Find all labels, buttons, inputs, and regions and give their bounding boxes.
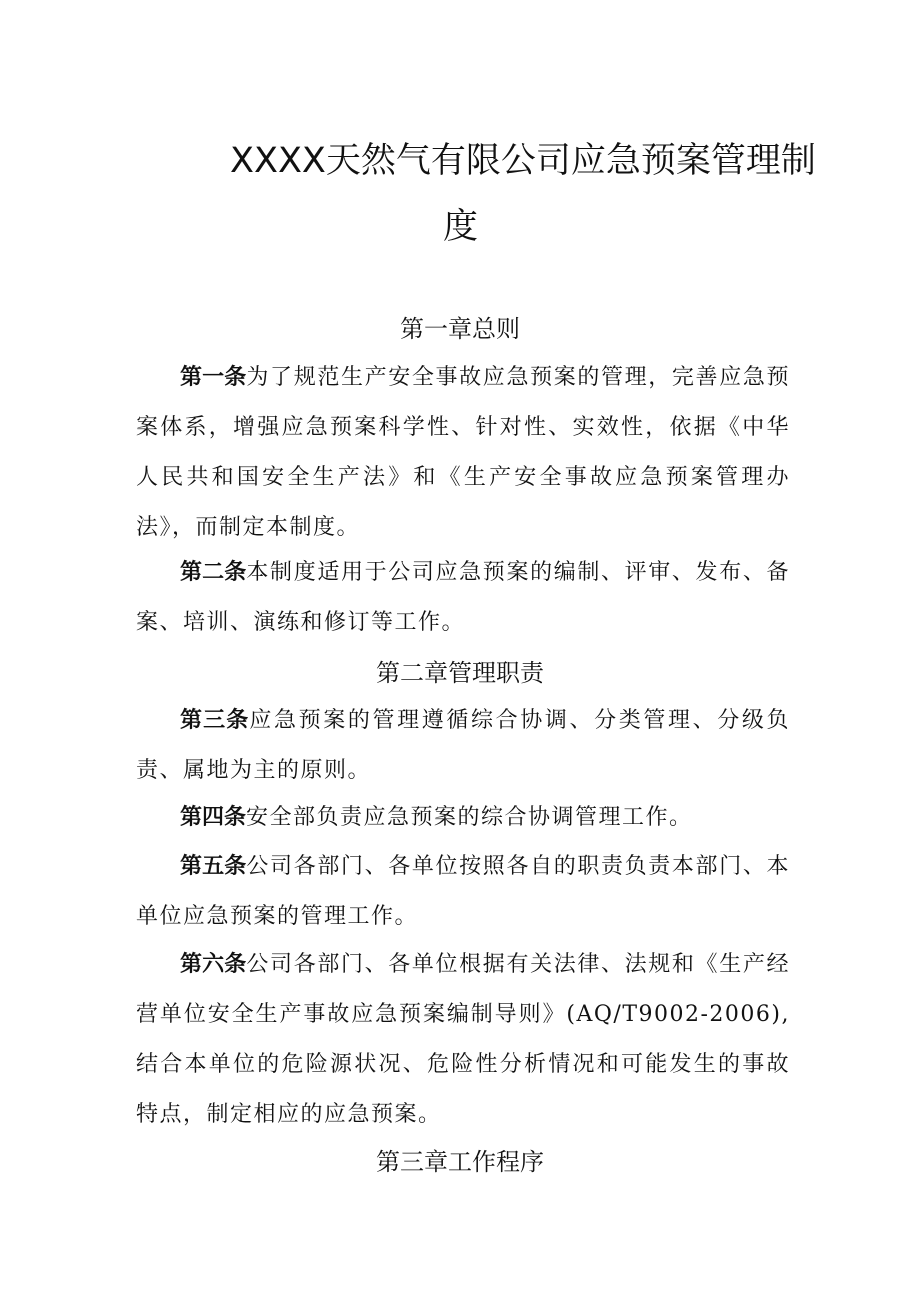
article-label: 第六条 <box>180 952 247 977</box>
chapter-heading-2: 第二章管理职责 <box>376 659 544 687</box>
document-title-continuation: 度 <box>443 207 479 247</box>
article-paragraph <box>136 940 790 1140</box>
article-label: 第一条 <box>180 365 247 390</box>
chapter-heading-3: 第三章工作程序 <box>376 1148 544 1176</box>
article-text: 公司各部门、各单位根据有关法律、法规和《生产经营单位安全生产事故应急预案编制导则》(AQ/T9002-2006),结合本单位的危险源状况、危险性分析情况和可能发生的事故特点，制定相应的应急预案。 <box>136 952 790 1127</box>
article-text: 为了规范生产安全事故应急预案的管理，完善应急预案体系，增强应急预案科学性、针对性、实效性，依据《中华人民共和国安全生产法》和《生产安全事故应急预案管理办法》，而制定本制度。 <box>136 365 790 540</box>
document-title: XXXX天然气有限公司应急预案管理制 <box>230 141 816 181</box>
article-label: 第五条 <box>180 854 247 879</box>
article-text: 安全部负责应急预案的综合协调管理工作。 <box>246 805 693 830</box>
article-paragraph <box>136 548 790 648</box>
article-label: 第二条 <box>180 560 247 585</box>
article-text: 公司各部门、各单位按照各自的职责负责本部门、本单位应急预案的管理工作。 <box>136 854 790 929</box>
article-text: 应急预案的管理遵循综合协调、分类管理、分级负责、属地为主的原则。 <box>136 708 790 783</box>
chapter-heading-1: 第一章总则 <box>400 315 520 343</box>
article-label: 第四条 <box>180 805 247 830</box>
article-paragraph <box>136 353 790 553</box>
article-paragraph <box>136 842 790 942</box>
article-paragraph <box>136 793 790 843</box>
article-text: 本制度适用于公司应急预案的编制、评审、发布、备案、培训、演练和修订等工作。 <box>136 560 790 635</box>
article-label: 第三条 <box>180 708 250 733</box>
article-paragraph <box>136 696 790 796</box>
